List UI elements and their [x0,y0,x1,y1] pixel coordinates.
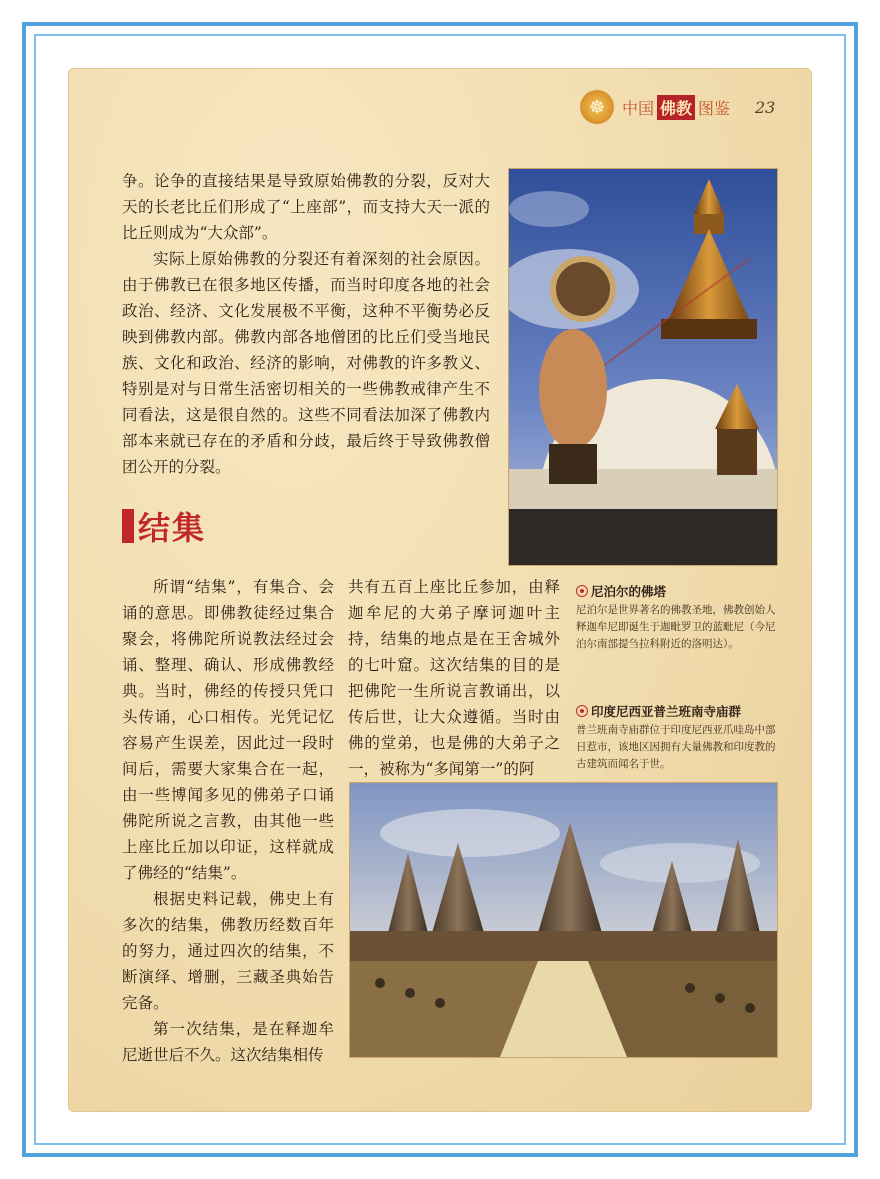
section-heading [122,503,206,549]
brand-part-3: 图鉴 [698,98,731,118]
section-marker [122,509,134,543]
caption-nepal-heading [576,582,776,600]
caption-prambanan-body: 普兰班南寺庙群位于印度尼西亚爪哇岛中部日惹市，该地区因拥有大量佛教和印度教的古建筑而闻名于世。 [576,724,776,770]
page-number: 23 [755,98,776,117]
section-title: 结集 [138,509,207,547]
col1-paragraph-2: 根据史料记载，佛史上有多次的结集，佛教历经数百年的努力，通过四次的结集，不断演绎、增删，三藏圣典始告完备。 [122,890,334,1012]
caption-nepal-body: 尼泊尔是世界著名的佛教圣地，佛教创始人释迦牟尼即诞生于迦毗罗卫的蓝毗尼（今尼泊尔南部提刍拉科附近的洛明达）。 [576,604,776,650]
caption-nepal-title: 尼泊尔的佛塔 [591,584,667,599]
caption-bullet-icon [576,705,588,717]
col1-paragraph-1: 所谓“结集”，有集合、会诵的意思。即佛教徒经过集合聚会，将佛陀所说教法经过会诵、整理、确认、形成佛教经典。当时，佛经的传授只凭口头传诵，心口相传。光凭记忆容易产生误差，因此过一段时间后，需要大家集合在一起，由一些博闻多见的佛弟子口诵佛陀所说之言教，由其他一些上座比丘加以印证，这样就成了佛经的“结集”。 [122,578,334,882]
col1-paragraph-3: 第一次结集，是在释迦牟尼逝世后不久。这次结集相传 [122,1020,334,1064]
brand-part-2: 佛教 [657,95,695,120]
book-brand [622,95,730,120]
caption-prambanan-heading [576,702,776,720]
intro-paragraph-2: 实际上原始佛教的分裂还有着深刻的社会原因。由于佛教已在很多地区传播，而当时印度各地的社会政治、经济、文化发展极不平衡，这种不平衡势必反映到佛教内部。佛教内部各地僧团的比丘们受当地民族、文化和政治、经济的影响，对佛教的许多教义、特别是对与日常生活密切相关的一些佛教戒律产生不同看法，这是很自然的。这些不同看法加深了佛教内部本来就已存在的矛盾和分歧，最后终于导致佛教僧团公开的分裂。 [122,250,490,476]
col2-paragraph-1: 共有五百上座比丘参加，由释迦牟尼的大弟子摩诃迦叶主持，结集的地点是在王舍城外的七叶窟。这次结集的目的是把佛陀一生所说言教诵出，以传后世，让大众遵循。当时由佛的堂弟，也是佛的大弟子之一，被称为“多闻第一”的阿 [348,578,560,778]
caption-prambanan-title: 印度尼西亚普兰班南寺庙群 [591,704,742,719]
body-column-1 [122,574,334,1068]
nepal-stupa-photo [508,168,778,566]
prambanan-temple-photo [349,782,778,1058]
page-header [580,90,730,124]
dharma-wheel-logo-icon [580,90,614,124]
intro-paragraph-1: 争。论争的直接结果是导致原始佛教的分裂，反对大天的长老比丘们形成了“上座部”，而支持大天一派的比丘则成为“大众部”。 [122,172,490,242]
caption-bullet-icon [576,585,588,597]
caption-nepal [576,582,776,653]
logo-glyph: ☸ [588,96,606,118]
caption-prambanan [576,702,776,773]
body-column-2 [348,574,560,782]
brand-part-1: 中国 [622,98,655,118]
